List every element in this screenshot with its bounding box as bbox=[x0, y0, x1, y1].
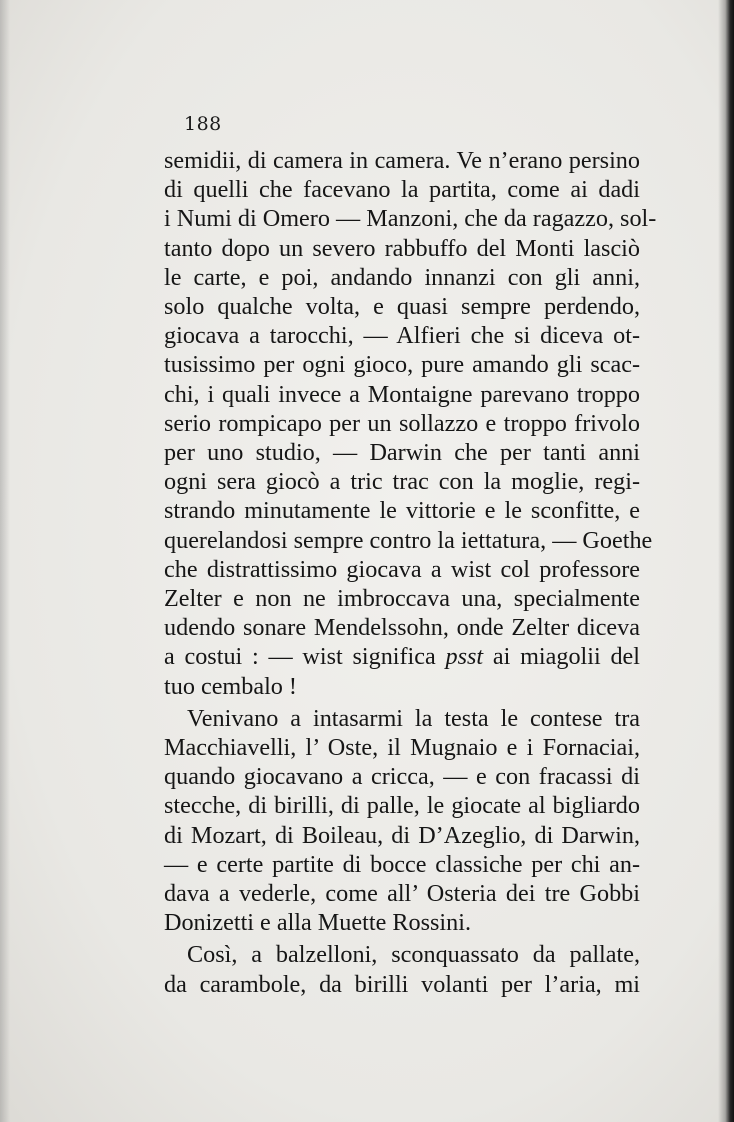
text-line: chi, i quali invece a Montaigne parevano troppo bbox=[164, 380, 640, 408]
text-segment: a costui : — wist significa bbox=[164, 643, 446, 671]
text-line: semidii, di camera in camera. Ve n’erano persino bbox=[164, 147, 640, 174]
text-line: tuo cembalo ! bbox=[164, 672, 297, 700]
text-line: che distrattissimo giocava a wist col professore bbox=[164, 555, 640, 583]
text-line: Donizetti e alla Muette Rossini. bbox=[164, 909, 471, 937]
text-line: quando giocavano a cricca, — e con fracassi di bbox=[164, 763, 640, 791]
text-line: tusissimo per ogni gioco, pure amando gli scac- bbox=[164, 351, 640, 379]
text-line: querelandosi sempre contro la iettatura, — Goethe bbox=[164, 526, 653, 554]
text-line: ogni sera giocò a tric trac con la moglie, regi- bbox=[164, 468, 640, 496]
page-binding-shadow bbox=[718, 0, 734, 1122]
text-line: i Numi di Omero — Manzoni, che da ragazzo, sol- bbox=[164, 205, 657, 233]
page-left-shadow bbox=[0, 0, 10, 1122]
text-line: da carambole, da birilli volanti per l’aria, mi bbox=[164, 970, 640, 998]
text-line: Venivano a intasarmi la testa le contese tra bbox=[187, 704, 640, 732]
text-line: Zelter e non ne imbroccava una, specialmente bbox=[164, 585, 640, 613]
text-line: solo qualche volta, e quasi sempre perdendo, bbox=[164, 293, 640, 321]
text-line: giocava a tarocchi, — Alfieri che si diceva ot- bbox=[164, 322, 640, 350]
text-line: per uno studio, — Darwin che per tanti anni bbox=[164, 439, 640, 467]
italic-word: psst bbox=[445, 643, 484, 671]
text-line: Così, a balzelloni, sconquassato da pallate, bbox=[187, 941, 640, 969]
text-line: tanto dopo un severo rabbuffo del Monti lasciò bbox=[164, 234, 640, 262]
text-line: le carte, e poi, andando innanzi con gli anni, bbox=[164, 263, 640, 291]
text-line: Macchiavelli, l’ Oste, il Mugnaio e i Fornaciai, bbox=[164, 734, 640, 762]
text-line: stecche, di birilli, di palle, le giocate al bigliardo bbox=[164, 792, 640, 820]
text-line: di Mozart, di Boileau, di D’Azeglio, di Darwin, bbox=[164, 821, 640, 849]
text-line-with-italic bbox=[164, 642, 640, 671]
body-text bbox=[164, 146, 657, 999]
text-line: di quelli che facevano la partita, come ai dadi bbox=[164, 176, 640, 204]
text-line: strando minutamente le vittorie e le sconfitte, e bbox=[164, 497, 640, 525]
text-segment: ai miagolii del bbox=[483, 643, 640, 671]
text-line: — e certe partite di bocce classiche per chi an- bbox=[164, 850, 640, 878]
text-line: udendo sonare Mendelssohn, onde Zelter diceva bbox=[164, 614, 640, 642]
text-line: dava a vederle, come all’ Osteria dei tre Gobbi bbox=[164, 880, 640, 908]
text-line: serio rompicapo per un sollazzo e troppo frivolo bbox=[164, 409, 640, 437]
page-number: 188 bbox=[184, 113, 222, 135]
